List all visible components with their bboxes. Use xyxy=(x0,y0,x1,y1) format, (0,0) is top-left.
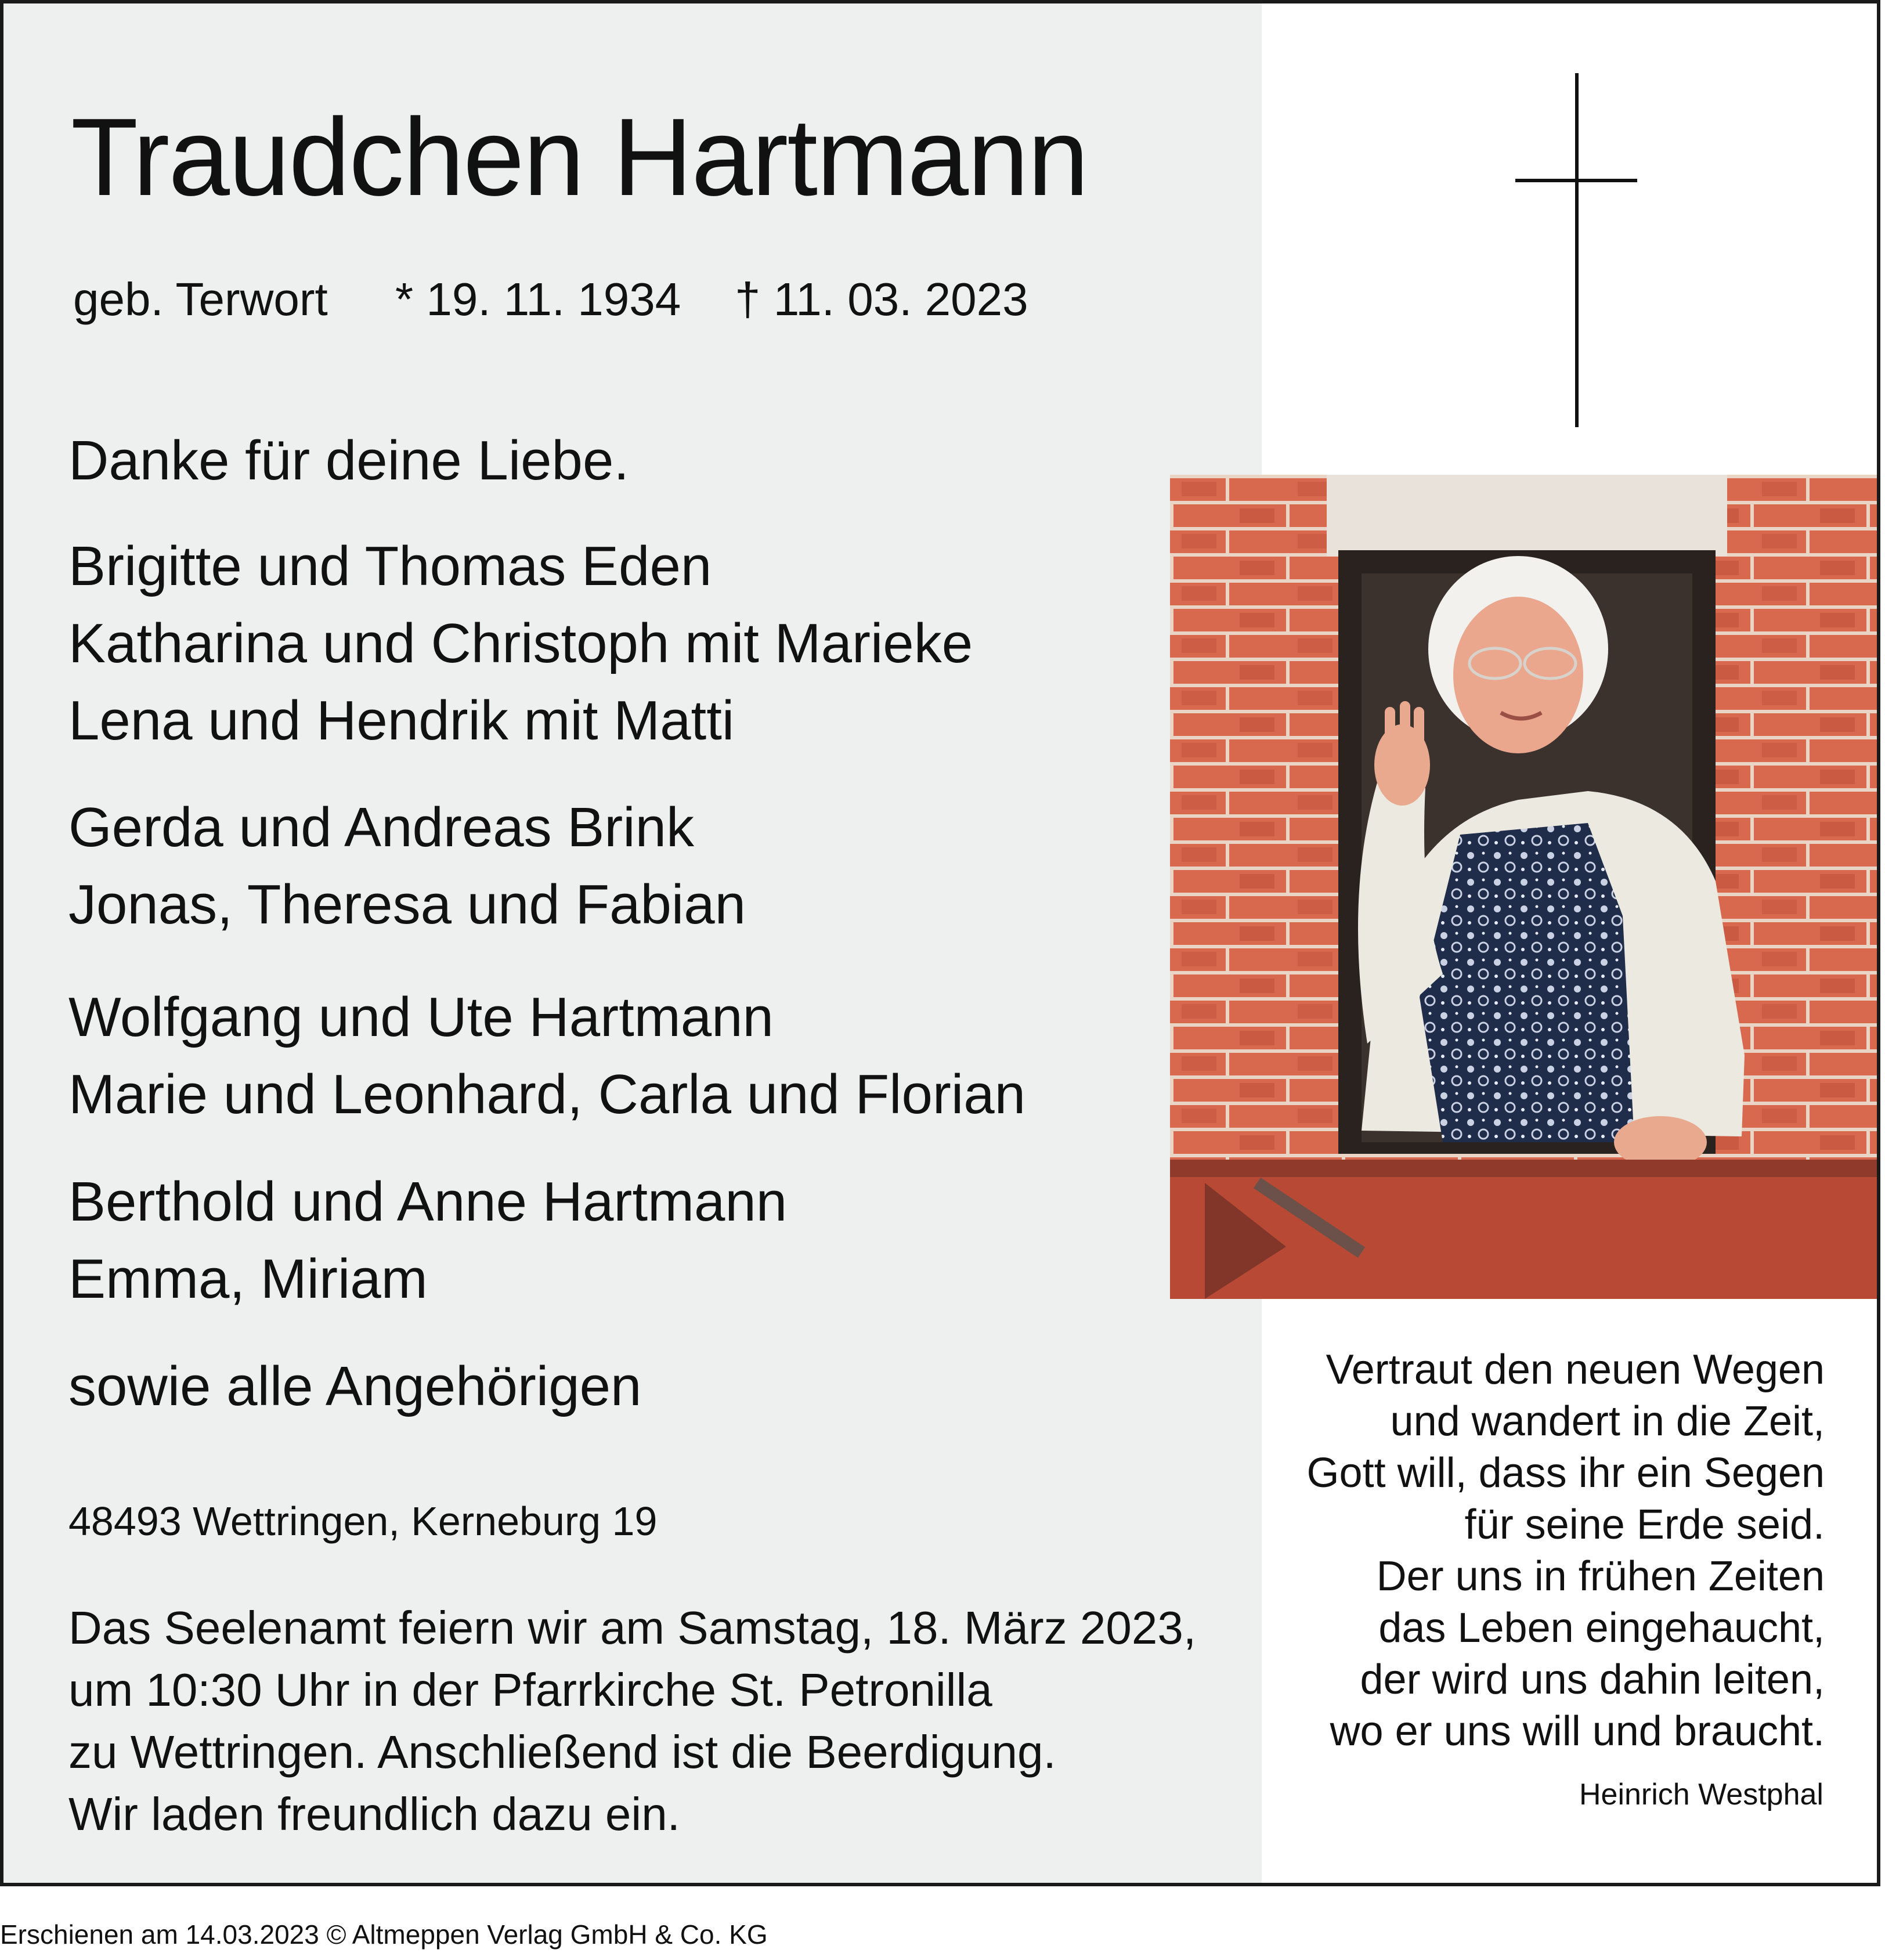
poem-author: Heinrich Westphal xyxy=(1579,1778,1823,1811)
family-line: sowie alle Angehörigen xyxy=(68,1355,642,1417)
service-line: zu Wettringen. Anschließend ist die Beerdigung. xyxy=(68,1726,1056,1778)
poem-line: das Leben eingehaucht, xyxy=(1378,1605,1825,1651)
poem xyxy=(1307,1344,1825,1757)
birth-date: * 19. 11. 1934 xyxy=(395,273,681,325)
death-date: † 11. 03. 2023 xyxy=(735,273,1028,325)
family-group-relatives xyxy=(68,1348,641,1425)
family-line: Katharina und Christoph mit Marieke xyxy=(68,612,973,674)
family-line: Gerda und Andreas Brink xyxy=(68,796,694,858)
publication-footer: Erschienen am 14.03.2023 © Altmeppen Verlag GmbH & Co. KG xyxy=(0,1919,768,1950)
family-line: Lena und Hendrik mit Matti xyxy=(68,690,735,752)
service-line: Wir laden freundlich dazu ein. xyxy=(68,1788,680,1840)
service-line: Das Seelenamt feiern wir am Samstag, 18. März 2023, xyxy=(68,1602,1197,1654)
service-line: um 10:30 Uhr in der Pfarrkirche St. Petronilla xyxy=(68,1664,992,1716)
maiden-name: geb. Terwort xyxy=(73,273,328,325)
family-line: Wolfgang und Ute Hartmann xyxy=(68,986,774,1048)
poem-line: wo er uns will und braucht. xyxy=(1330,1708,1825,1755)
poem-line: der wird uns dahin leiten, xyxy=(1360,1656,1825,1703)
family-line: Berthold und Anne Hartmann xyxy=(68,1171,788,1233)
poem-line: Vertraut den neuen Wegen xyxy=(1326,1347,1825,1393)
family-group-eden xyxy=(68,528,973,759)
poem-line: Der uns in frühen Zeiten xyxy=(1376,1553,1825,1600)
family-line: Jonas, Theresa und Fabian xyxy=(68,873,746,936)
address: 48493 Wettringen, Kerneburg 19 xyxy=(68,1499,658,1544)
poem-line: für seine Erde seid. xyxy=(1464,1501,1825,1548)
family-group-brink xyxy=(68,789,746,943)
family-line: Emma, Miriam xyxy=(68,1248,428,1310)
family-group-wolfgang xyxy=(68,979,1025,1133)
thanks-line: Danke für deine Liebe. xyxy=(68,429,629,492)
family-line: Brigitte und Thomas Eden xyxy=(68,535,712,597)
poem-line: Gott will, dass ihr ein Segen xyxy=(1306,1450,1825,1496)
left-text-panel xyxy=(3,3,1262,1886)
deceased-name: Traudchen Hartmann xyxy=(71,96,1088,219)
portrait-photo xyxy=(1170,475,1880,1299)
poem-line: und wandert in die Zeit, xyxy=(1390,1398,1825,1445)
family-group-berthold xyxy=(68,1163,787,1318)
cross-icon xyxy=(1515,73,1637,427)
funeral-service-info xyxy=(68,1597,1196,1845)
portrait-illustration xyxy=(1170,475,1880,1299)
family-line: Marie und Leonhard, Carla und Florian xyxy=(68,1063,1025,1125)
